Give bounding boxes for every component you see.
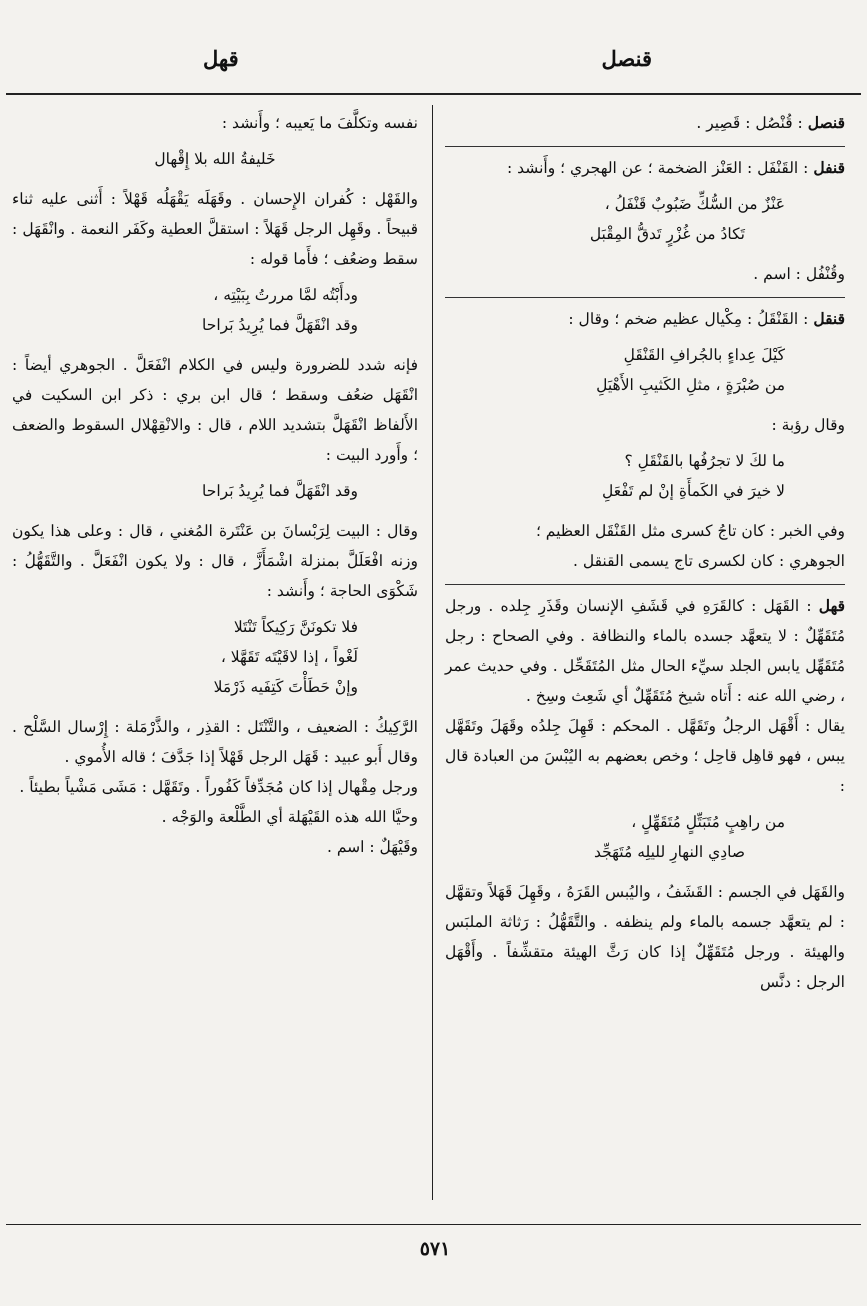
definition: : القَنْقَلُ : مِكْيال عظيم ضخم ؛ وقال :	[568, 310, 809, 328]
headword: قنفل	[813, 158, 845, 177]
paragraph: والقَهَل في الجسم : القَشَفُ ، واليُبس القَرَهُ ، وقَهِلَ قَهَلاً وتقهَّل : لم يتعهَّد جسمه بالماء ولم ينظفه . والتَّقَهُّلُ : رَثاثة الملبَس والهيئة . ورجل مُتَقَهِّلٌ إذا كان رَثَّ الهيئة متقشِّفاً . وأَقْهَل الرجل : دنَّس	[445, 883, 845, 991]
right-column	[445, 108, 845, 1005]
footer-rule	[6, 1224, 861, 1225]
verse	[445, 446, 845, 506]
verse-line: وإنْ حَطَأْتَ كَتِفَيه ذَرْمَلا	[213, 678, 358, 696]
verse-line: وقد انْقَهَلَّ فما يُرِيدُ بَراحا	[202, 316, 358, 334]
paragraph: فإنه شدد للضرورة وليس في الكلام انْفَعَلَّ . الجوهري أيضاً : انْقَهَل ضعُف وسقط ؛ قال ابن بري : ذكر ابن السكيت في الأَلفاظ انْقَهَلَّ بتشديد اللام ، قال : والانْقِهْلال السقوط والضعف ؛ وأَورد البيت :	[12, 356, 418, 464]
paragraph: وقُنْفُل : اسم .	[753, 265, 845, 283]
headword: قنصل	[807, 113, 845, 132]
page-number: ٥٧١	[419, 1238, 451, 1260]
headword: قهل	[818, 596, 845, 615]
paragraph: الجوهري : كان لكسرى تاج يسمى القنقل .	[572, 552, 845, 570]
verse-line: من صُبْرَةٍ ، مثلِ الكَثيبِ الأَهْيَلِ	[596, 376, 785, 394]
paragraph: وقال : البيت لِرَبْسانَ بن عَنْتَرة المُغني ، قال : وعلى هذا يكون وزنه افْعَلَلَّ بمنزلة اشْمَأَزَّ ، قال : ولا يكون انْفَعَلَّ . والتَّقَهُّلُ : شَكْوَى الحاجة ؛ وأَنشد :	[12, 522, 418, 600]
left-column	[12, 108, 418, 870]
entry-qhl	[445, 584, 845, 997]
verse-line: صادِي النهارِ لليلِه مُتَهَجِّد	[594, 843, 745, 861]
paragraph: نفسه وتكلَّفَ ما يَعيبه ؛ وأَنشد :	[221, 114, 418, 132]
paragraph: الرَّكِيكُ : الضعيف ، والتَّنْتَل : القذِر ، والذَّرْمَلة : إِرْسال السَّلْح . وقال أَبو عبيد : قَهَل الرجل قَهْلاً إذا جَدَّفَ ؛ قاله الأُموي .	[12, 718, 418, 766]
verse	[12, 144, 418, 174]
verse-line: ودأَبْتُه لمَّا مررتُ بِبَيْتِه ،	[213, 286, 358, 304]
paragraph: وقال رؤبة :	[771, 416, 845, 434]
paragraph: وقَيْهَلٌ : اسم .	[327, 838, 418, 856]
paragraph: والقَهْل : كُفران الإِحسان . وقَهَلَه يَقْهَلُه قَهْلاً : أَثنى عليه ثناء قبيحاً . وقَهِل الرجل قَهَلاً : استقلَّ العطية وكَفَر النعمة . وانْقَهَل : سقط وضعُف ؛ فأَما قوله :	[12, 190, 418, 268]
definition: : القَهَل : كالقَرَهِ في قَشَفِ الإنسان وقَذَرِ جِلده . ورجل مُتَقَهِّلٌ : لا يتعهَّد جسده بالماء والنظافة . وفي الصحاح : رجل مُتَقَهِّل يابس الجلد سيِّء الحال مثل المُتَقَحِّل . وفي حديث عمر ، رضي الله عنه : أَتاه شيخ مُتَقَهِّلٌ أي شَعِث وسِخ .	[445, 597, 845, 705]
verse-line: عَنْزٌ من السُّكِّ ضَبُوبٌ قَنْفَلُ ،	[604, 195, 785, 213]
verse-line: لَغْواً ، إذا لاقَيْتَه تَقَهَّلا ،	[220, 648, 358, 666]
verse	[445, 807, 845, 867]
verse	[445, 189, 845, 249]
headword: قنقل	[813, 309, 845, 328]
verse	[12, 612, 418, 702]
verse-line: وقد انْقَهَلَّ فما يُرِيدُ بَراحا	[202, 482, 358, 500]
entry-qnql	[445, 297, 845, 576]
paragraph: وفي الخبر : كان تاجُ كسرى مثل القَنْقَل العظيم ؛	[535, 522, 845, 540]
verse-line: فلا تكونَنَّ رَكِيكاً تَنْتَلا	[233, 618, 358, 636]
column-divider	[432, 105, 433, 1200]
verse	[12, 476, 418, 506]
verse	[445, 340, 845, 400]
paragraph: يقال : أَقْهَل الرجلُ وتَقَهَّل . المحكم : قَهِلَ جِلدُه وقَهَلَ وتَقَهَّل يبس ، فهو قاهِل قاحِل ؛ وخص بعضهم به اليُبْسَ من العبادة قال :	[445, 717, 845, 795]
header-rule	[6, 93, 861, 95]
definition: : قُنْصُل : قَصِير .	[696, 114, 803, 132]
header-guide-word-right: قنصل	[601, 46, 652, 71]
paragraph: وحيَّا الله هذه القَيْهَلة أي الطَّلْعة والوَجْه .	[161, 808, 418, 826]
verse-line: كَيْلَ عِداءٍ بالجُرافِ القَنْقَلِ	[623, 346, 785, 364]
verse-line: لا خيرَ في الكَمأَةِ إنْ لم تَفْعَلِ	[601, 482, 785, 500]
verse	[12, 280, 418, 340]
verse-line: خَليفةُ الله بلا إِقْهال	[154, 150, 276, 168]
header-guide-word-left: قهل	[203, 46, 239, 71]
entry-qhl-continued	[12, 108, 418, 862]
verse-line: ما لكَ لا تجرُفُها بالقَنْقَلِ ؟	[624, 452, 785, 470]
definition: : القَنْفَل : العَنْز الضخمة ؛ عن الهجري ؛ وأَنشد :	[507, 159, 809, 177]
paragraph: ورجل مِقْهال إذا كان مُجَدِّفاً كَفُوراً . وتَقَهَّل : مَشَى مَشْياً بطيئاً .	[19, 778, 418, 796]
verse-line: من راهِبٍ مُتَبَتِّلٍ مُتَقَهِّلٍ ،	[631, 813, 785, 831]
verse-line: تَكادُ من غُزْرٍ تَدقُّ المِقْبَل	[589, 225, 745, 243]
entry-qnsl	[445, 108, 845, 138]
entry-qnfl	[445, 146, 845, 289]
